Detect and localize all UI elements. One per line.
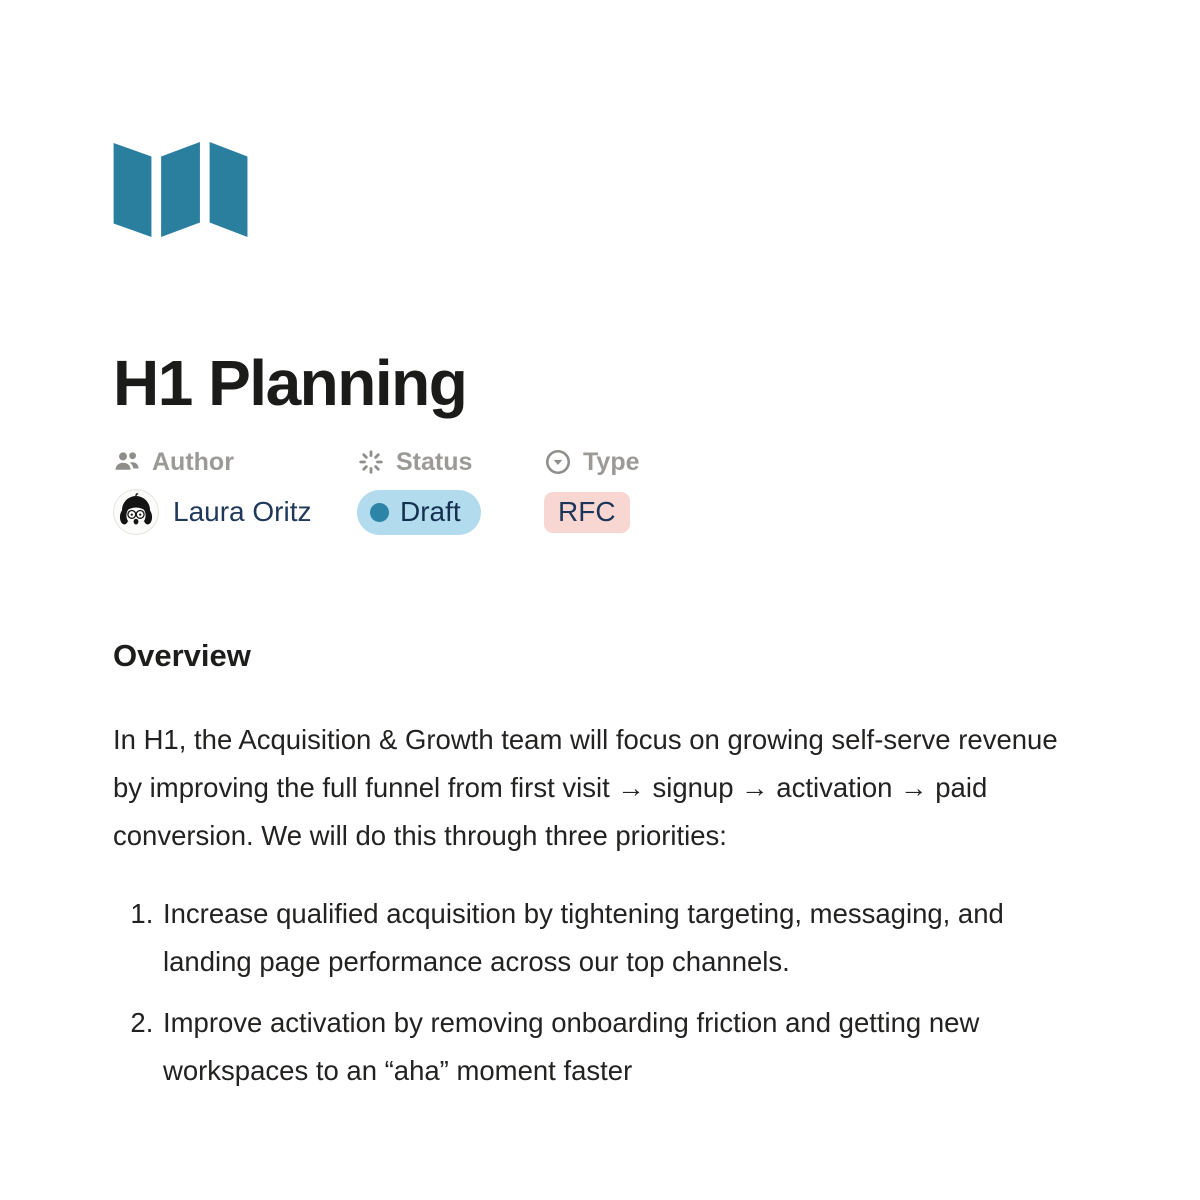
property-author xyxy=(113,447,357,535)
type-pill-label: RFC xyxy=(558,496,616,528)
property-label-author[interactable] xyxy=(113,447,357,477)
property-value-status[interactable] xyxy=(357,489,544,535)
people-icon xyxy=(113,448,141,476)
status-pill-label: Draft xyxy=(400,496,461,528)
list-item[interactable]: 2. Improve activation by removing onboarding friction and getting new workspaces to an “aha” moment faster xyxy=(161,999,1051,1095)
status-spinner-icon xyxy=(357,448,385,476)
property-value-author[interactable] xyxy=(113,489,357,535)
status-pill xyxy=(357,490,481,535)
property-label-status[interactable] xyxy=(357,447,544,477)
map-icon[interactable] xyxy=(113,141,250,238)
list-item[interactable]: 1. Increase qualified acquisition by tightening targeting, messaging, and landing page performance across our top channels. xyxy=(161,890,1051,986)
property-status xyxy=(357,447,544,535)
property-label-type[interactable] xyxy=(544,447,640,477)
author-name: Laura Oritz xyxy=(173,496,312,528)
person-chip xyxy=(113,489,312,535)
status-dot-icon xyxy=(370,503,389,522)
priorities-list xyxy=(113,890,1051,1095)
property-value-type[interactable] xyxy=(544,489,640,535)
page-title[interactable]: H1 Planning xyxy=(113,347,467,419)
property-label-text: Status xyxy=(396,447,473,476)
select-icon xyxy=(544,448,572,476)
type-pill xyxy=(544,492,630,533)
avatar xyxy=(113,489,159,535)
property-type xyxy=(544,447,640,535)
property-label-text: Author xyxy=(152,447,234,476)
overview-paragraph[interactable]: In H1, the Acquisition & Growth team will focus on growing self-serve revenue by improving the full funnel from first visit → signup → activation → paid conversion. We will do this through three priorities: xyxy=(113,724,1058,852)
property-label-text: Type xyxy=(583,447,640,476)
section-heading[interactable]: Overview xyxy=(113,638,251,674)
properties-table xyxy=(113,447,1087,535)
